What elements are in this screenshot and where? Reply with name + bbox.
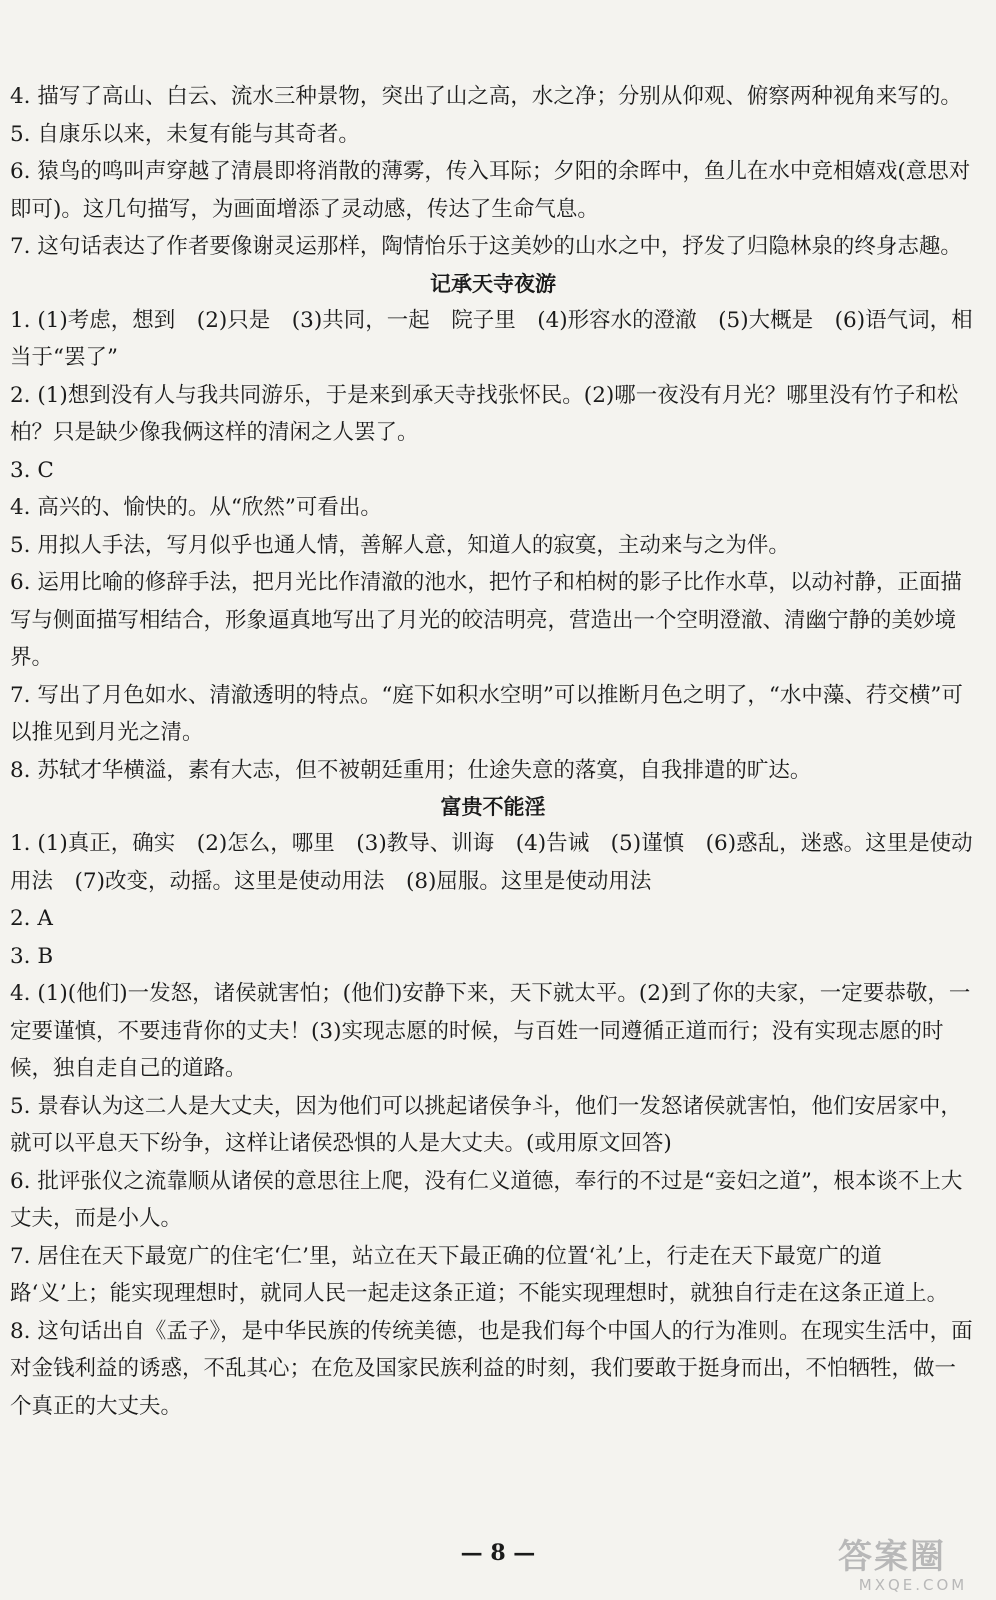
answer-item: 7. 这句话表达了作者要像谢灵运那样，陶情怡乐于这美妙的山水之中，抒发了归隐林泉的终身志趣。 bbox=[10, 234, 962, 259]
answer-item: 7. 写出了月色如水、清澈透明的特点。“庭下如积水空明”可以推断月色之明了，“水中藻、荇交横”可以推见到月光之清。 bbox=[10, 682, 963, 745]
answer-item: 7. 居住在天下最宽广的住宅‘仁’里，站立在天下最正确的位置‘礼’上，行走在天下最宽广的道路‘义’上；能实现理想时，就同人民一起走这条正道；不能实现理想时，就独自行走在这条正道上。 bbox=[10, 1243, 949, 1306]
answer-item: 5. 景春认为这二人是大丈夫，因为他们可以挑起诸侯争斗，他们一发怒诸侯就害怕，他们安居家中，就可以平息天下纷争，这样让诸侯恐惧的人是大丈夫。(或用原文回答) bbox=[10, 1093, 962, 1156]
watermark-text: 答案圈 bbox=[838, 1537, 946, 1577]
answer-item: 4. 描写了高山、白云、流水三种景物，突出了山之高，水之净；分别从仰观、俯察两种视角来写的。 bbox=[10, 84, 962, 109]
answer-item: 1. (1)真正，确实 (2)怎么，哪里 (3)教导、训诲 (4)告诫 (5)谨慎 (6)惑乱，迷惑。这里是使动用法 (7)改变，动摇。这里是使动用法 (8)屈服。这里是使动用法 bbox=[10, 831, 973, 894]
page-number: — 8 — bbox=[460, 1540, 536, 1566]
watermark-site: MXQE.COM bbox=[858, 1576, 968, 1594]
answer-item: 3. B bbox=[10, 943, 54, 969]
section-previous bbox=[10, 78, 976, 266]
answer-item: 8. 苏轼才华横溢，素有大志，但不被朝廷重用；仕途失意的落寞，自我排遣的旷达。 bbox=[10, 757, 812, 783]
section-title: 富贵不能淫 bbox=[440, 795, 546, 819]
watermark-logo bbox=[838, 1538, 988, 1596]
answer-item: 6. 猿鸟的鸣叫声穿越了清晨即将消散的薄雾，传入耳际；夕阳的余晖中，鱼儿在水中竞相嬉戏(意思对即可)。这几句描写，为画面增添了灵动感，传达了生命气息。 bbox=[10, 159, 971, 222]
answer-item: 5. 自康乐以来，未复有能与其奇者。 bbox=[10, 121, 360, 147]
answer-page bbox=[10, 78, 976, 1425]
answer-item: 6. 运用比喻的修辞手法，把月光比作清澈的池水，把竹子和柏树的影子比作水草，以动衬静，正面描写与侧面描写相结合，形象逼真地写出了月光的皎洁明亮，营造出一个空明澄澈、清幽宁静的美妙境界。 bbox=[10, 570, 962, 670]
answer-item: 5. 用拟人手法，写月似乎也通人情，善解人意，知道人的寂寞，主动来与之为伴。 bbox=[10, 532, 790, 558]
answer-item: 4. (1)(他们)一发怒，诸侯就害怕；(他们)安静下来，天下就太平。(2)到了你的夫家，一定要恭敬，一定要谨慎，不要违背你的丈夫！(3)实现志愿的时候，与百姓一同遵循正道而行；没有实现志愿的时候，独自走自己的道路。 bbox=[10, 981, 971, 1081]
answer-item: 2. (1)想到没有人与我共同游乐，于是来到承天寺找张怀民。(2)哪一夜没有月光？哪里没有竹子和松柏？只是缺少像我俩这样的清闲之人罢了。 bbox=[10, 382, 959, 445]
answer-item: 4. 高兴的、愉快的。从“欣然”可看出。 bbox=[10, 495, 382, 520]
answer-item: 2. A bbox=[10, 906, 53, 931]
answer-item: 3. C bbox=[10, 457, 54, 483]
answer-item: 8. 这句话出自《孟子》，是中华民族的传统美德，也是我们每个中国人的行为准则。在现实生活中，面对金钱利益的诱惑，不乱其心；在危及国家民族利益的时刻，我们要敢于挺身而出，不怕牺牲，做一个真正的大丈夫。 bbox=[10, 1318, 973, 1419]
section-title: 记承天寺夜游 bbox=[430, 271, 556, 296]
answer-item: 1. (1)考虑，想到 (2)只是 (3)共同，一起 院子里 (4)形容水的澄澈 (5)大概是 (6)语气词，相当于“罢了” bbox=[10, 307, 973, 370]
answer-item: 6. 批评张仪之流靠顺从诸侯的意思往上爬，没有仁义道德，奉行的不过是“妾妇之道”，根本谈不上大丈夫，而是小人。 bbox=[10, 1168, 963, 1231]
section-chengtiansi bbox=[10, 302, 976, 790]
section-fuguibunengyin bbox=[10, 825, 976, 1425]
